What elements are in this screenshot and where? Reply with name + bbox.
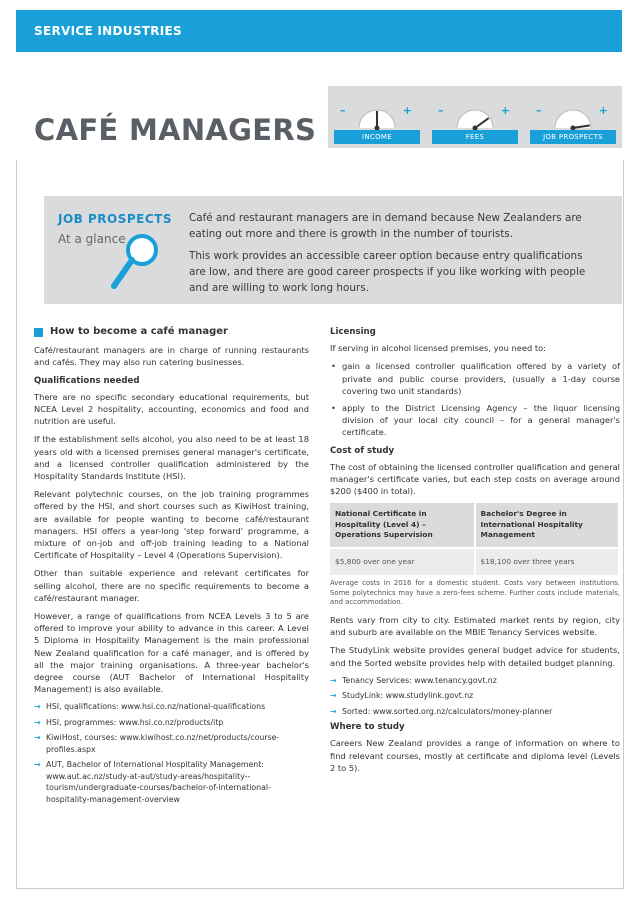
link-text[interactable]: AUT, Bachelor of International Hospitality Management: www.aut.ac.nz/study-at-aut/study-areas/hospitality--tourism/undergraduate-courses/bachelor-of-international-hospitality-management-overview: [46, 760, 271, 804]
arrow-right-icon: →: [34, 733, 41, 743]
link-text[interactable]: Tenancy Services: www.tenancy.govt.nz: [342, 675, 497, 685]
table-header-cell: National Certificate in Hospitality (Level 4) – Operations Supervision: [330, 503, 475, 548]
gauge-job-prospects: [530, 92, 616, 140]
gauge-minus: –: [536, 104, 542, 117]
link-text[interactable]: StudyLink: www.studylink.govt.nz: [342, 691, 474, 701]
left-column: [34, 326, 309, 809]
gauge-income: [334, 92, 420, 140]
section-banner: [16, 10, 622, 52]
at-a-glance-panel: [44, 196, 622, 304]
glance-paragraph: Café and restaurant managers are in demand because New Zealanders are eating out more and there is growth in the number of tourists.: [189, 212, 582, 240]
list-item[interactable]: [34, 732, 309, 755]
paragraph: The cost of obtaining the licensed controller qualification and general manager's certificate varies, but each step costs on average around $200 ($400 in total).: [330, 461, 620, 497]
list-item[interactable]: [34, 701, 309, 713]
list-item[interactable]: [330, 706, 620, 718]
paragraph: Careers New Zealand provides a range of information on where to find relevant courses, mostly at certificate and diploma level (Levels 2 to 5).: [330, 738, 620, 773]
link-list: [330, 675, 620, 718]
table-note: Average costs in 2016 for a domestic student. Costs vary between institutions. Some polytechnics may have a zero-fees scheme. Further costs include materials, and accommodation.: [330, 579, 620, 607]
table-cell: $18,100 over three years: [475, 548, 620, 576]
paragraph: The StudyLink website provides general budget advice for students, and the Sorted website provides help with detailed budget planning.: [330, 645, 620, 668]
square-bullet-icon: [34, 328, 43, 337]
gauge-plus: +: [500, 104, 510, 117]
right-column: [330, 326, 620, 780]
gauge-plus: +: [598, 104, 608, 117]
gauge-dial-icon: [552, 94, 594, 130]
link-text[interactable]: Sorted: www.sorted.org.nz/calculators/money-planner: [342, 706, 553, 716]
list-item[interactable]: [34, 759, 309, 805]
subheading: Licensing: [330, 327, 376, 337]
table-header-row: [330, 503, 619, 548]
paragraph: There are no specific secondary educational requirements, but NCEA Level 2 hospitality, accounting, economics and food and nutrition are useful.: [34, 391, 309, 427]
gauge-label: FEES: [432, 130, 518, 144]
paragraph: However, a range of qualifications from NCEA Levels 3 to 5 are offered to improve your ability to advance in this career. A Level 5 Diploma in Hospitality Management is the main professional New Zealand qualification for a café manager, and is offered by all the major training organisations. A three-year bachelor's degree course (AUT Bachelor of International Hospitality Management) is also available.: [34, 611, 309, 695]
list-item[interactable]: [330, 690, 620, 702]
gauge-dial-icon: [356, 94, 398, 130]
arrow-right-icon: →: [34, 702, 41, 712]
list-item: • apply to the District Licensing Agency – the liquor licensing division of your local city council – for a general manager's certificate.: [330, 402, 620, 439]
table-header-cell: Bachelor's Degree in International Hospitality Management: [475, 503, 620, 548]
glance-subheading: At a glance: [58, 232, 126, 246]
glance-paragraph: This work provides an accessible career option because entry qualifications are low, and there are good career prospects if you like working with people and are willing to work long hours.: [189, 250, 586, 294]
gauge-minus: –: [340, 104, 346, 117]
page-title: CAFÉ MANAGERS: [34, 113, 317, 147]
glance-text: [189, 210, 599, 302]
subheading: Qualifications needed: [34, 375, 140, 386]
link-text[interactable]: KiwiHost, courses: www.kiwihost.co.nz/net/products/course-profiles.aspx: [46, 733, 280, 754]
link-text[interactable]: HSI, qualifications: www.hsi.co.nz/national-qualifications: [46, 702, 266, 712]
gauge-dial-icon: [454, 94, 496, 130]
arrow-right-icon: →: [34, 717, 41, 727]
list-item: • gain a licensed controller qualification offered by a variety of private and public course providers, (usually a 1-day course covering two unit standards): [330, 360, 620, 397]
arrow-right-icon: →: [34, 760, 41, 770]
subheading: Where to study: [330, 722, 405, 733]
table-cell: $5,800 over one year: [330, 548, 475, 576]
bullet-list: [330, 360, 620, 438]
section-heading: [34, 326, 309, 338]
gauge-fees: [432, 92, 518, 140]
gauge-minus: –: [438, 104, 444, 117]
cost-table: [330, 503, 620, 575]
gauge-plus: +: [402, 104, 412, 117]
magnifier-icon: [106, 232, 166, 296]
gauge-label: INCOME: [334, 130, 420, 144]
paragraph: Café/restaurant managers are in charge of running restaurants and cafés. They may also run catering businesses.: [34, 345, 309, 368]
link-list: [34, 701, 309, 805]
paragraph: Rents vary from city to city. Estimated market rents by region, city and suburb are available on the MBIE Tenancy Services website.: [330, 614, 620, 638]
section-heading-text: How to become a café manager: [50, 326, 228, 337]
section-label: SERVICE INDUSTRIES: [34, 24, 182, 38]
paragraph: Other than suitable experience and relevant certificates for selling alcohol, there are no specific requirements to become a café/restaurant manager.: [34, 568, 309, 603]
arrow-right-icon: →: [330, 691, 337, 701]
paragraph: If the establishment sells alcohol, you also need to be at least 18 years old with a licensed premises general manager's certificate, and a licensed controller qualification administered by the Hospitality Standards Institute (HSI).: [34, 434, 309, 482]
glance-heading: JOB PROSPECTS: [58, 212, 172, 226]
link-text[interactable]: HSI, programmes: www.hsi.co.nz/products/itp: [46, 717, 224, 727]
list-item[interactable]: [34, 717, 309, 729]
list-item[interactable]: [330, 675, 620, 687]
subheading: Cost of study: [330, 445, 395, 456]
paragraph: If serving in alcohol licensed premises, you need to:: [330, 343, 546, 354]
table-row: [330, 548, 619, 576]
paragraph: Relevant polytechnic courses, on the job training programmes offered by the HSI, and short courses such as KiwiHost training, are available for people wanting to become café/restaurant managers. HSI offers a year-long 'step forward' programme, a mixture of on-job and off-job training leading to a National Certificate of Hospitality – Level 4 (Operations Supervision).: [34, 489, 309, 561]
rating-gauges: [328, 86, 622, 148]
arrow-right-icon: →: [330, 706, 337, 716]
arrow-right-icon: →: [330, 675, 337, 685]
gauge-label: JOB PROSPECTS: [530, 130, 616, 144]
